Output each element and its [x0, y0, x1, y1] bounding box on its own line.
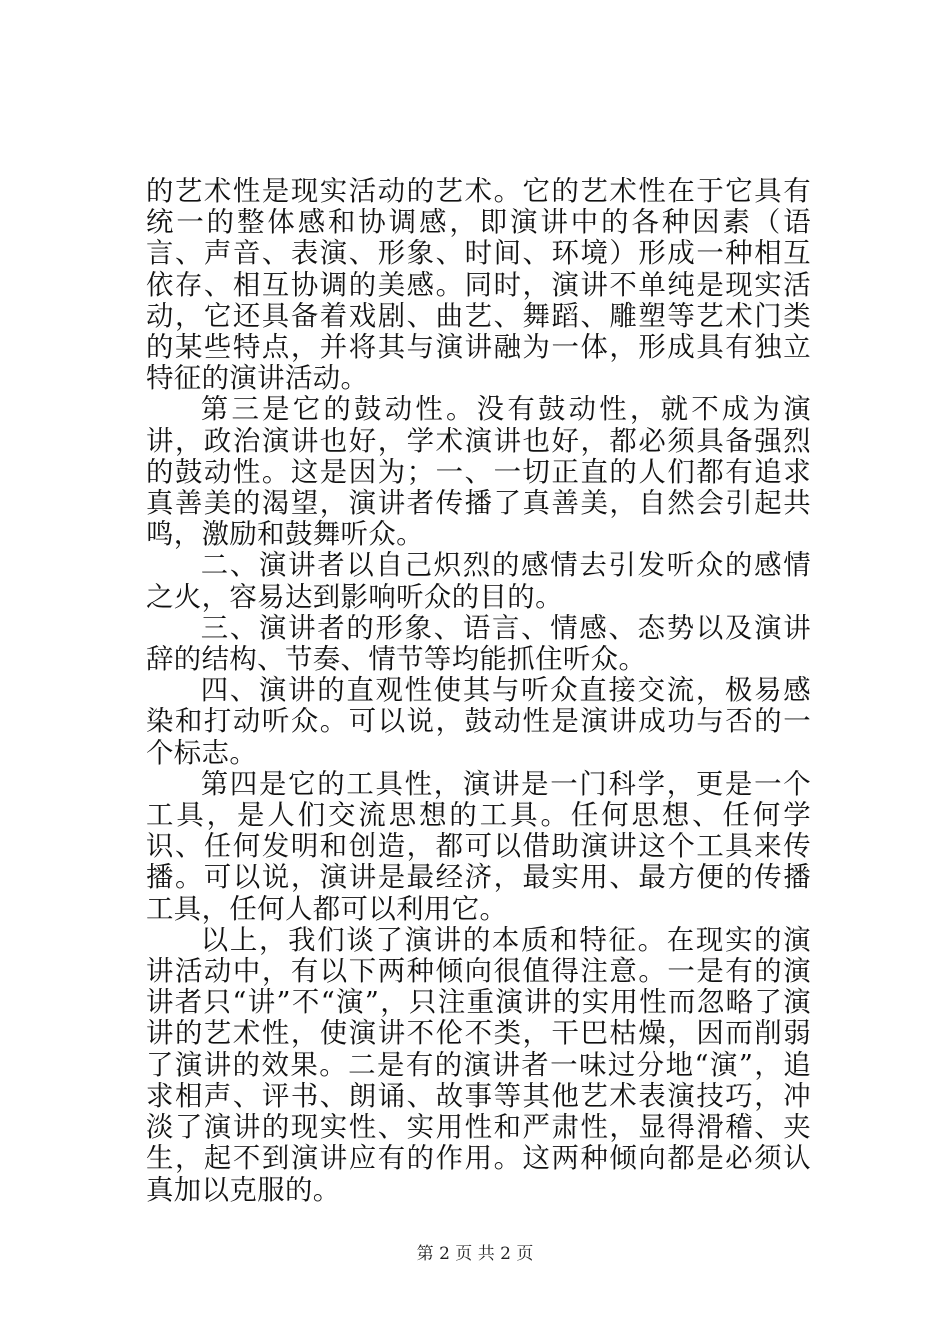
paragraph-4: 三、演讲者的形象、语言、情感、态势以及演讲辞的结构、节奏、情节等均能抓住听众。 — [146, 612, 811, 676]
paragraph-1: 的艺术性是现实活动的艺术。它的艺术性在于它具有统一的整体感和协调感，即演讲中的各种因素（语言、声音、表演、形象、时间、环境）形成一种相互依存、相互协调的美感。同时，演讲不单纯是现实活动，它还具备着戏剧、曲艺、舞蹈、雕塑等艺术门类的某些特点，并将其与演讲融为一体，形成具有独立特征的演讲活动。 — [146, 176, 811, 395]
paragraph-5: 四、演讲的直观性使其与听众直接交流，极易感染和打动听众。可以说，鼓动性是演讲成功与否的一个标志。 — [146, 675, 811, 769]
paragraph-2: 第三是它的鼓动性。没有鼓动性，就不成为演讲，政治演讲也好，学术演讲也好，都必须具备强烈的鼓动性。这是因为；一、一切正直的人们都有追求真善美的渴望，演讲者传播了真善美，自然会引起共鸣，激励和鼓舞听众。 — [146, 394, 811, 551]
paragraph-7: 以上，我们谈了演讲的本质和特征。在现实的演讲活动中，有以下两种倾向很值得注意。一是有的演讲者只“讲”不“演”，只注重演讲的实用性而忽略了演讲的艺术性，使演讲不伦不类，干巴枯燥，因而削弱了演讲的效果。二是有的演讲者一味过分地“演”，追求相声、评书、朗诵、故事等其他艺术表演技巧，冲淡了演讲的现实性、实用性和严肃性，显得滑稽、夹生，起不到演讲应有的作用。这两种倾向都是必须认真加以克服的。 — [146, 924, 811, 1206]
document-body — [146, 176, 811, 1206]
paragraph-3: 二、演讲者以自己炽烈的感情去引发听众的感情之火，容易达到影响听众的目的。 — [146, 550, 811, 613]
page-footer: 第 2 页 共 2 页 — [416, 1244, 534, 1264]
paragraph-6: 第四是它的工具性，演讲是一门科学，更是一个工具，是人们交流思想的工具。任何思想、任何学识、任何发明和创造，都可以借助演讲这个工具来传播。可以说，演讲是最经济，最实用、最方便的传播工具，任何人都可以利用它。 — [146, 768, 811, 925]
